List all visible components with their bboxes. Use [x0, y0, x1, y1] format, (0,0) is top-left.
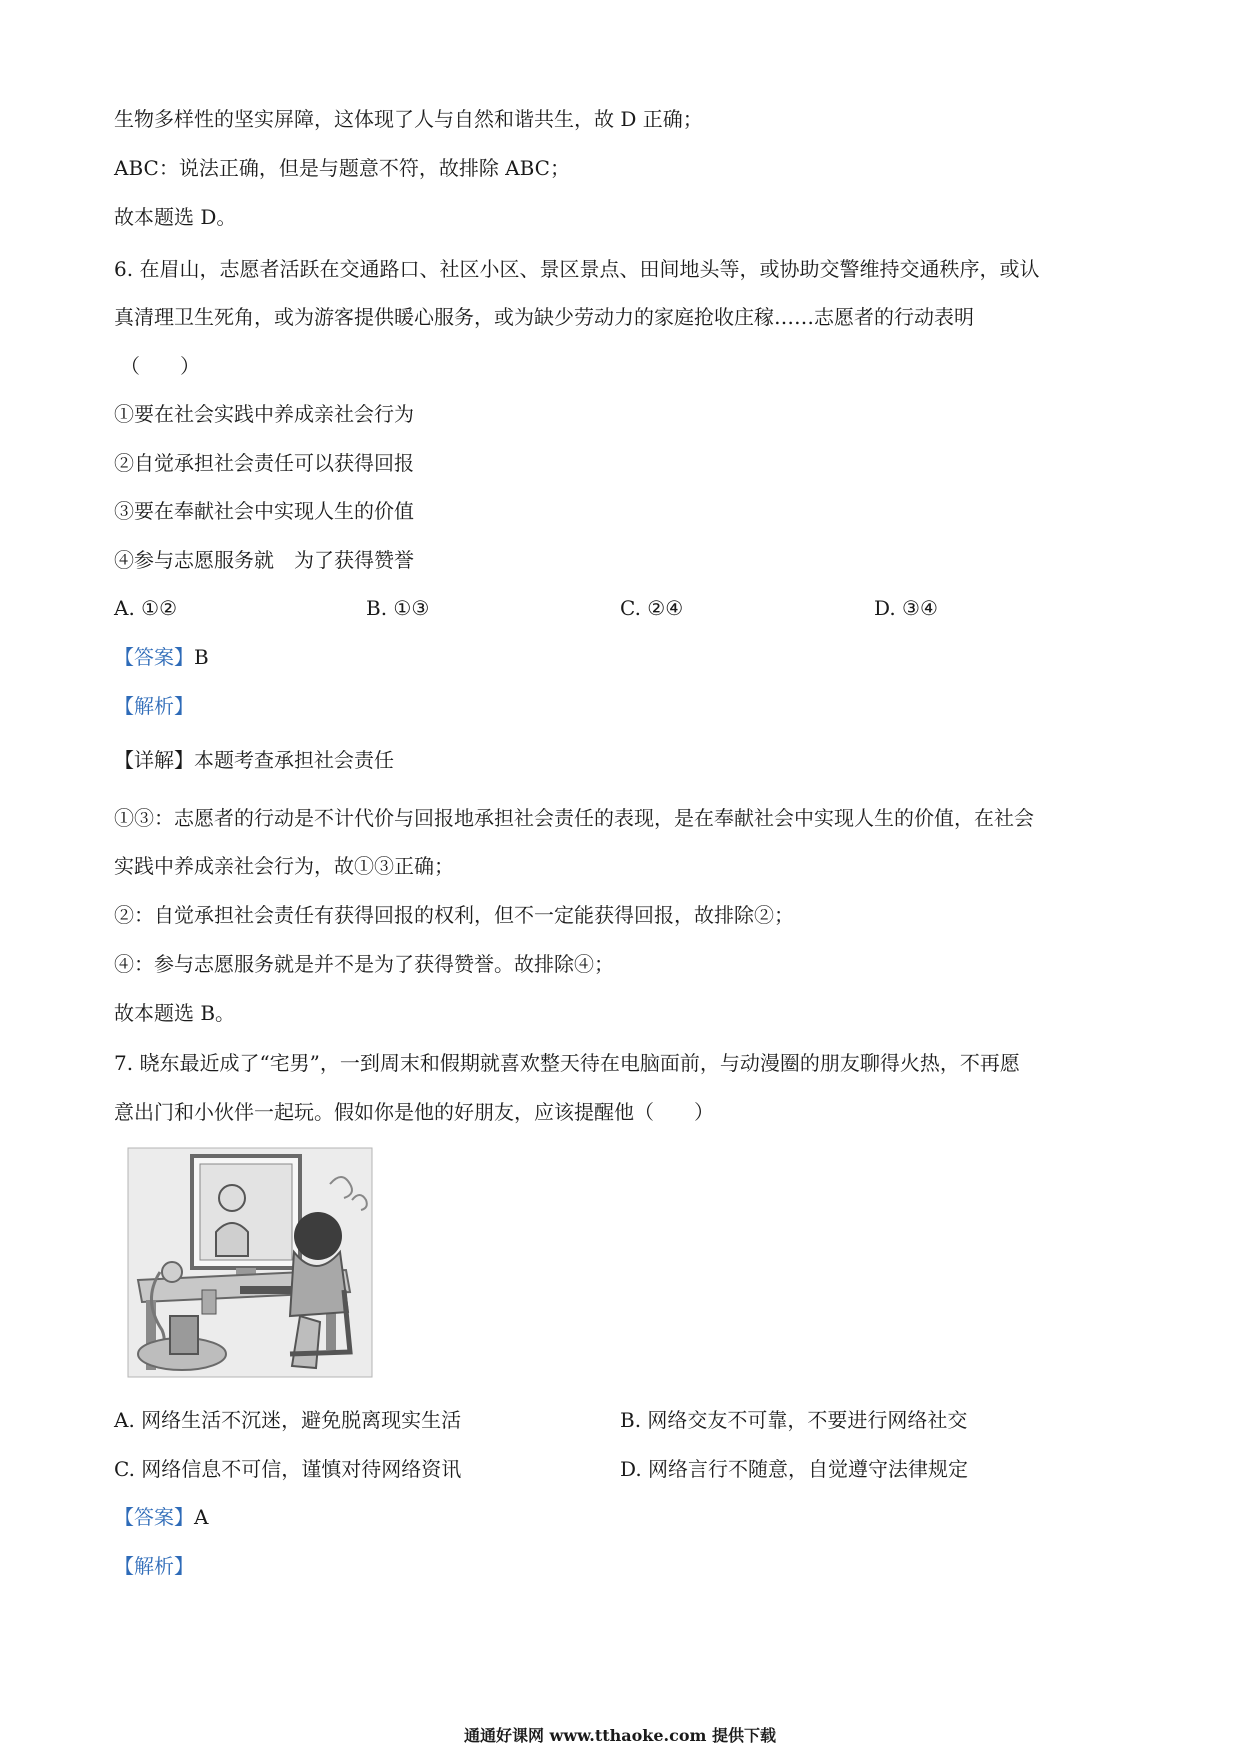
option-c: C. 网络信息不可信，谨慎对待网络资讯	[114, 1457, 462, 1481]
analysis-label-text: 【解析】	[114, 694, 194, 718]
answer-line	[114, 1503, 208, 1531]
option-a: A. ①②	[114, 596, 178, 620]
explanation-line: 故本题选 B。	[114, 1001, 236, 1025]
text-line: 故本题选 D。	[114, 205, 237, 229]
answer-value: B	[194, 645, 209, 669]
detail-text: 本题考查承担社会责任	[194, 748, 394, 772]
analysis-label-text: 【解析】	[114, 1554, 194, 1578]
illustration-boy-at-computer	[120, 1140, 380, 1385]
question-6-stem: 真清理卫生死角，或为游客提供暖心服务，或为缺少劳动力的家庭抢收庄稼……志愿者的行动表明	[114, 305, 974, 329]
statement-item: ①要在社会实践中养成亲社会行为	[114, 402, 414, 426]
answer-line	[114, 643, 209, 671]
question-7-stem: 7. 晓东最近成了“宅男”，一到周末和假期就喜欢整天待在电脑面前，与动漫圈的朋友聊得火热，不再愿	[114, 1051, 1020, 1075]
explanation-line: ①③：志愿者的行动是不计代价与回报地承担社会责任的表现，是在奉献社会中实现人生的价值，在社会	[114, 806, 1034, 830]
statement-item: ③要在奉献社会中实现人生的价值	[114, 499, 414, 523]
answer-label: 【答案】	[114, 1505, 194, 1529]
question-7-stem: 意出门和小伙伴一起玩。假如你是他的好朋友，应该提醒他（ ）	[114, 1100, 714, 1124]
statement-item: ④参与志愿服务就 为了获得赞誉	[114, 548, 414, 572]
question-6-stem: 6. 在眉山，志愿者活跃在交通路口、社区小区、景区景点、田间地头等，或协助交警维持交通秩序，或认	[114, 257, 1040, 281]
option-d: D. ③④	[874, 596, 938, 620]
text-line: 生物多样性的坚实屏障，这体现了人与自然和谐共生，故 D 正确；	[114, 107, 703, 131]
explanation-line: ②：自觉承担社会责任有获得回报的权利，但不一定能获得回报，故排除②；	[114, 903, 794, 927]
option-a: A. 网络生活不沉迷，避免脱离现实生活	[114, 1408, 462, 1432]
answer-value: A	[194, 1505, 209, 1529]
detail-line	[114, 746, 394, 774]
option-d: D. 网络言行不随意，自觉遵守法律规定	[620, 1457, 969, 1481]
option-b: B. 网络交友不可靠，不要进行网络社交	[620, 1408, 968, 1432]
analysis-label	[114, 692, 194, 720]
page-footer: 通通好课网 www.tthaoke.com 提供下载	[463, 1726, 777, 1745]
explanation-line: ④：参与志愿服务就是并不是为了获得赞誉。故排除④；	[114, 952, 614, 976]
question-6-blank: （ ）	[120, 354, 200, 378]
detail-label: 【详解】	[114, 748, 194, 772]
text-line: ABC：说法正确，但是与题意不符，故排除 ABC；	[114, 156, 570, 180]
answer-label: 【答案】	[114, 645, 194, 669]
explanation-line: 实践中养成亲社会行为，故①③正确；	[114, 854, 454, 878]
analysis-label	[114, 1552, 194, 1580]
option-b: B. ①③	[366, 596, 430, 620]
option-c: C. ②④	[620, 596, 684, 620]
statement-item: ②自觉承担社会责任可以获得回报	[114, 451, 414, 475]
